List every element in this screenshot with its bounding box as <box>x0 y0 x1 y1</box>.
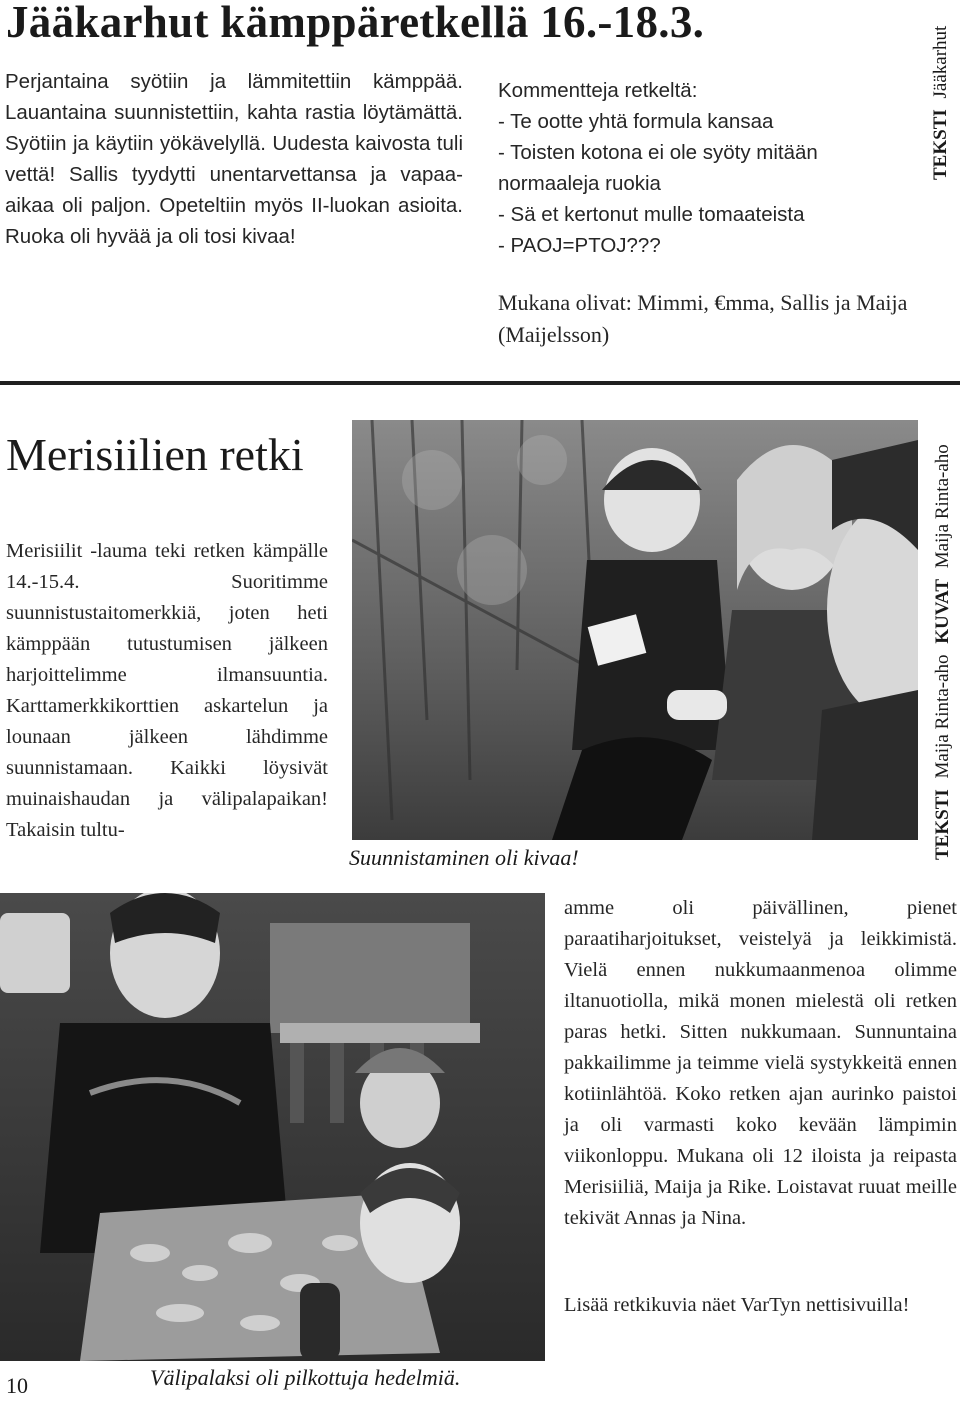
credit-name: Jääkarhut <box>930 25 951 99</box>
comment-line: - Toisten kotona ei ole syöty mitään <box>498 141 818 164</box>
comment-line: - Te ootte yhtä formula kansaa <box>498 110 774 133</box>
credit-photo-label: KUVAT <box>932 578 953 644</box>
article2-title: Merisiilien retki <box>6 429 304 480</box>
article2-link-note: Lisää retkikuvia näet VarTyn nettisivuilla! <box>564 1294 910 1316</box>
article1-comments <box>498 75 918 261</box>
photo-orienteering <box>352 420 918 840</box>
comments-heading: Kommentteja retkeltä: <box>498 79 698 102</box>
credit-label: TEKSTI <box>930 109 951 180</box>
photo-snacks-image <box>0 893 545 1361</box>
photo-orienteering-image <box>352 420 918 840</box>
credit-text-label: TEKSTI <box>932 789 953 860</box>
article1-body: Perjantaina syötiin ja lämmitettiin kämppää. Lauantaina suunnistettiin, kahta rastia löytämättä. Syötiin ja käytiin yökävelyllä. Uudesta kaivosta tuli vettä! Sallis tyydytti unentarvettansa ja vapaa-aikaa oli paljon. Opeteltiin myös II-luokan asioita. Ruoka oli hyvää ja oli tosi kivaa! <box>5 70 463 248</box>
comment-line: normaaleja ruokia <box>498 172 661 195</box>
caption-orienteering: Suunnistaminen oli kivaa! <box>349 845 579 870</box>
article2-body-col1: Merisiilit -lauma teki retken kämpälle 14.-15.4. Suoritimme suunnistustaitomerkkiä, joten heti kämppään tutustumisen jälkeen harjoittelimme ilmansuuntia. Karttamerkkikorttien askartelun ja lounaan jälkeen lähdimme suunnistamaan. Kaikki löysivät muinaishaudan ja välipalapaikan! Takaisin tultu- <box>6 540 328 841</box>
caption-snacks: Välipalaksi oli pilkottuja hedelmiä. <box>150 1365 461 1390</box>
article1-credit <box>930 20 952 180</box>
credit-photo-name: Maija Rinta-aho <box>932 444 953 569</box>
page-number: 10 <box>6 1373 28 1398</box>
comment-line: - PAOJ=PTOJ??? <box>498 234 661 257</box>
credit-text-name: Maija Rinta-aho <box>932 654 953 779</box>
article2-credit <box>932 438 954 860</box>
section-divider <box>0 381 960 385</box>
article2-body-col2: amme oli päivällinen, pienet paraatiharjoitukset, veistelyä ja leikkimistä. Vielä ennen nukkumaanmenoa olimme iltanuotiolla, mikä monen mielestä oli retken paras hetki. Sitten nukkumaan. Sunnuntaina pakkailimme ja teimme vielä systykkeitä ennen kotiinlähtöä. Koko retken ajan aurinko paistoi ja oli varmasti koko kevään lämpimin viikonloppu. Mukana oli 12 iloista ja reipasta Merisiiliä, Maija ja Rike. Loistavat ruuat meille tekivät Annas ja Nina. <box>564 897 957 1229</box>
article1-title: Jääkarhut kämppäretkellä 16.-18.3. <box>6 0 705 47</box>
article1-participants: Mukana olivat: Mimmi, €mma, Sallis ja Maija (Maijelsson) <box>498 290 908 347</box>
photo-snacks <box>0 893 545 1361</box>
comment-line: - Sä et kertonut mulle tomaateista <box>498 203 805 226</box>
